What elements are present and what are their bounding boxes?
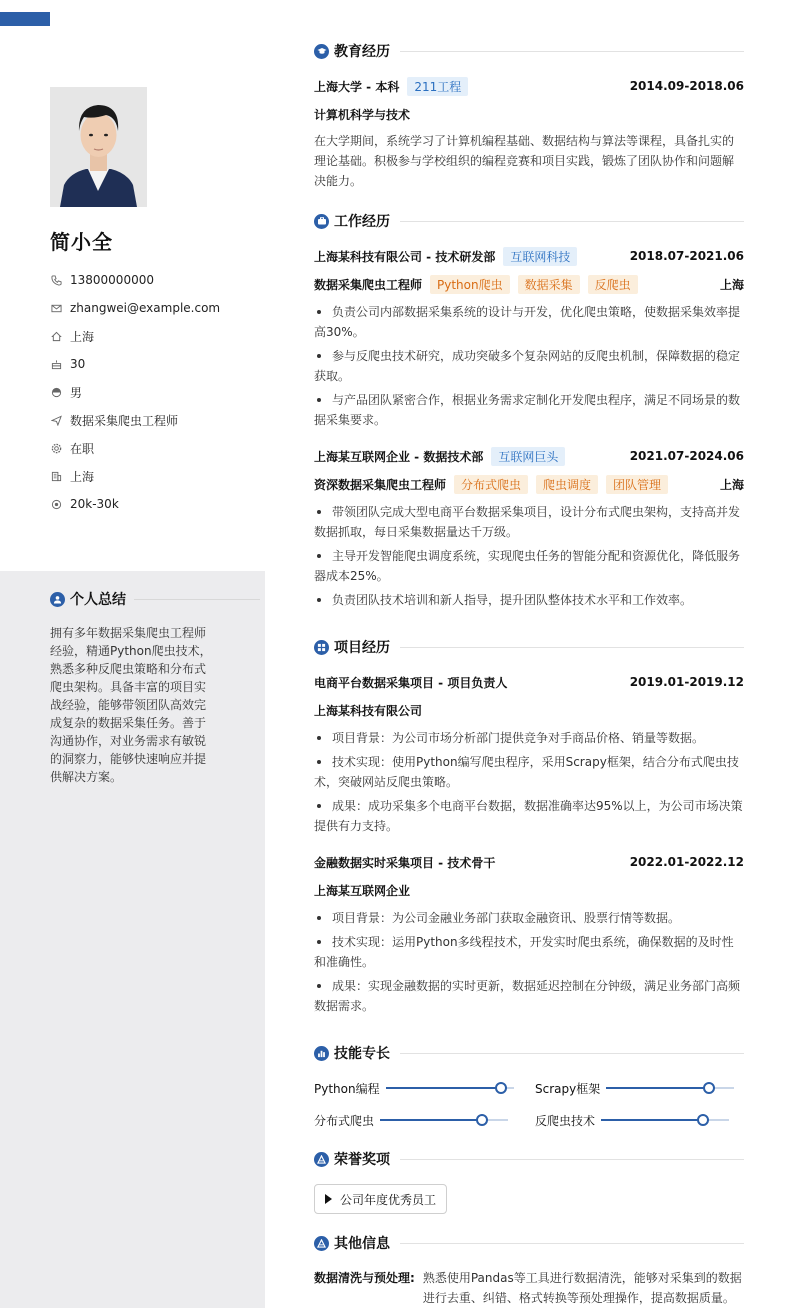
skill-item <box>535 1078 734 1098</box>
job-2-company: 上海某互联网企业 - 数据技术部 <box>314 449 484 464</box>
list-item: 技术实现：运用Python多线程技术，开发实时爬虫系统，确保数据的及时性和准确性。 <box>314 932 744 972</box>
skill-item <box>535 1110 729 1130</box>
job-1-role-row <box>314 274 744 294</box>
job-1-company-tag: 互联网科技 <box>503 247 577 266</box>
location-value: 上海 <box>70 329 95 344</box>
mail-icon <box>50 302 62 314</box>
job-2-role-row <box>314 474 744 494</box>
job-1-tag: Python爬虫 <box>430 275 510 294</box>
info-status <box>50 434 260 462</box>
gender-icon <box>50 386 62 398</box>
project-2-header <box>314 852 744 872</box>
info-target-city <box>50 462 260 490</box>
skill-item <box>314 1078 514 1098</box>
skill-name: 反爬虫技术 <box>535 1113 596 1128</box>
skill-fill <box>380 1119 482 1121</box>
job-2-period: 2021.07-2024.06 <box>629 449 744 463</box>
other-info-row <box>314 1268 744 1308</box>
skill-knob <box>495 1082 507 1094</box>
job-2-company-tag: 互联网巨头 <box>491 447 565 466</box>
job-2-bullets <box>314 502 744 614</box>
skill-name: 分布式爬虫 <box>314 1113 375 1128</box>
job-2-tag: 团队管理 <box>606 475 668 494</box>
play-icon <box>325 1194 332 1204</box>
list-item: 技术实现：使用Python编写爬虫程序，采用Scrapy框架，结合分布式爬虫技术，突破网站反爬虫策略。 <box>314 752 744 792</box>
other-key: 数据清洗与预处理: <box>314 1271 415 1285</box>
list-item: 成果：实现金融数据的实时更新，数据延迟控制在分钟级，满足业务部门高频数据需求。 <box>314 976 744 1016</box>
gear-icon <box>50 442 62 454</box>
award-name: 公司年度优秀员工 <box>340 1192 437 1207</box>
divider <box>400 221 744 222</box>
list-item: 项目背景：为公司金融业务部门获取金融资讯、股票行情等数据。 <box>314 908 744 928</box>
job-2-tag: 分布式爬虫 <box>454 475 528 494</box>
job-1-period: 2018.07-2021.06 <box>629 249 744 263</box>
major: 计算机科学与技术 <box>314 107 411 122</box>
coin-icon <box>50 498 62 510</box>
skill-bar <box>606 1087 734 1089</box>
home-icon <box>50 330 62 342</box>
info-position <box>50 406 260 434</box>
job-1-bullets <box>314 302 744 434</box>
divider <box>400 1243 744 1244</box>
list-item: 成果：成功采集多个电商平台数据，数据准确率达95%以上，为公司市场决策提供有力支持。 <box>314 796 744 836</box>
education-major-row <box>314 104 744 124</box>
divider <box>400 647 744 648</box>
job-1-company: 上海某科技有限公司 - 技术研发部 <box>314 249 496 264</box>
list-item: 负责团队技术培训和新人指导，提升团队整体技术水平和工作效率。 <box>314 590 744 610</box>
education-period: 2014.09-2018.06 <box>629 79 744 93</box>
skill-bar <box>386 1087 514 1089</box>
project-1-name: 电商平台数据采集项目 - 项目负责人 <box>314 675 508 690</box>
list-item: 参与反爬虫技术研究，成功突破多个复杂网站的反爬虫机制，保障数据的稳定获取。 <box>314 346 744 386</box>
skill-fill <box>386 1087 501 1089</box>
send-icon <box>50 414 62 426</box>
user-icon <box>50 592 65 607</box>
project-1-org: 上海某科技有限公司 <box>314 703 423 718</box>
skill-item <box>314 1110 508 1130</box>
work-title: 工作经历 <box>334 214 390 230</box>
skill-fill <box>601 1119 703 1121</box>
skill-bar <box>601 1119 729 1121</box>
job-2-header <box>314 446 744 466</box>
status-value: 在职 <box>70 441 95 456</box>
job-1-city: 上海 <box>719 277 744 292</box>
job-1-tag: 反爬虫 <box>588 275 638 294</box>
avatar-portrait-icon <box>50 87 147 207</box>
info-salary <box>50 490 260 518</box>
skill-bar <box>380 1119 508 1121</box>
other-value: 熟悉使用Pandas等工具进行数据清洗，能够对采集到的数据进行去重、纠错、格式转换等预处理操作，提高数据质量。 <box>422 1271 742 1305</box>
skills-title: 技能专长 <box>334 1046 390 1062</box>
job-2-role: 资深数据采集爬虫工程师 <box>314 477 447 492</box>
education-title: 教育经历 <box>334 44 390 60</box>
projects-section-title <box>314 637 744 657</box>
contact-info <box>50 266 260 518</box>
skill-knob <box>476 1114 488 1126</box>
accent-bar <box>0 12 50 26</box>
briefcase-icon <box>314 214 329 229</box>
position-value: 数据采集爬虫工程师 <box>70 413 179 428</box>
list-item: 带领团队完成大型电商平台数据采集项目，设计分布式爬虫架构，支持高并发数据抓取，每日采集数据量达千万级。 <box>314 502 744 542</box>
phone-icon <box>50 274 62 286</box>
info-location <box>50 322 260 350</box>
bar-chart-icon <box>314 1046 329 1061</box>
work-section-title <box>314 211 744 231</box>
job-1-header <box>314 246 744 266</box>
school-name: 上海大学 - 本科 <box>314 79 400 94</box>
project-2-org-row <box>314 880 744 900</box>
award-chip <box>314 1184 447 1214</box>
skills-section-title <box>314 1043 744 1063</box>
building-icon <box>50 470 62 482</box>
award-icon <box>314 1152 329 1167</box>
skill-fill <box>606 1087 708 1089</box>
candidate-name: 简小全 <box>50 230 113 254</box>
projects-title: 项目经历 <box>334 640 390 656</box>
list-item: 与产品团队紧密合作，根据业务需求定制化开发爬虫程序，满足不同场景的数据采集要求。 <box>314 390 744 430</box>
info-email <box>50 294 260 322</box>
target-city-value: 上海 <box>70 469 95 484</box>
age-value: 30 <box>70 357 86 371</box>
school-tag: 211工程 <box>407 77 468 96</box>
other-section-title <box>314 1233 744 1253</box>
education-header <box>314 76 744 96</box>
job-2-city: 上海 <box>719 477 744 492</box>
summary-section-title <box>50 589 260 609</box>
project-2-bullets <box>314 908 744 1020</box>
email-value: zhangwei@example.com <box>70 301 221 315</box>
gender-value: 男 <box>70 385 83 400</box>
education-section-title <box>314 41 744 61</box>
awards-section-title <box>314 1149 744 1169</box>
skill-name: Scrapy框架 <box>535 1081 601 1096</box>
info-gender <box>50 378 260 406</box>
project-2-name: 金融数据实时采集项目 - 技术骨干 <box>314 855 496 870</box>
skill-name: Python编程 <box>314 1081 380 1096</box>
graduation-cap-icon <box>314 44 329 59</box>
project-1-bullets <box>314 728 744 840</box>
awards-title: 荣誉奖项 <box>334 1152 390 1168</box>
phone-value: 13800000000 <box>70 273 154 287</box>
cake-icon <box>50 358 62 370</box>
avatar <box>50 87 147 207</box>
project-2-org: 上海某互联网企业 <box>314 883 411 898</box>
divider <box>400 1159 744 1160</box>
list-item: 负责公司内部数据采集系统的设计与开发，优化爬虫策略，使数据采集效率提高30%。 <box>314 302 744 342</box>
other-title: 其他信息 <box>334 1236 390 1252</box>
divider <box>400 51 744 52</box>
summary-text: 拥有多年数据采集爬虫工程师经验，精通Python爬虫技术，熟悉多种反爬虫策略和分布式爬虫架构。具备丰富的项目实战经验，能够带领团队高效完成复杂的数据采集任务。善于沟通协作，对业务需求有敏锐的洞察力，能够快速响应并提供解决方案。 <box>50 626 212 784</box>
job-1-role: 数据采集爬虫工程师 <box>314 277 423 292</box>
info-age <box>50 350 260 378</box>
divider <box>400 1053 744 1054</box>
info-icon <box>314 1236 329 1251</box>
skill-knob <box>697 1114 709 1126</box>
salary-value: 20k-30k <box>70 497 119 511</box>
divider <box>134 599 260 600</box>
job-2-tag: 爬虫调度 <box>536 475 598 494</box>
education-description: 在大学期间，系统学习了计算机编程基础、数据结构与算法等课程，具备扎实的理论基础。积极参与学校组织的编程竞赛和项目实践，锻炼了团队协作和问题解决能力。 <box>314 134 735 188</box>
job-1-tag: 数据采集 <box>518 275 580 294</box>
summary-title: 个人总结 <box>70 592 126 608</box>
project-2-period: 2022.01-2022.12 <box>629 855 744 869</box>
grid-icon <box>314 640 329 655</box>
project-1-org-row <box>314 700 744 720</box>
list-item: 项目背景：为公司市场分析部门提供竞争对手商品价格、销量等数据。 <box>314 728 744 748</box>
project-1-header <box>314 672 744 692</box>
list-item: 主导开发智能爬虫调度系统，实现爬虫任务的智能分配和资源优化，降低服务器成本25%。 <box>314 546 744 586</box>
project-1-period: 2019.01-2019.12 <box>629 675 744 689</box>
skill-knob <box>703 1082 715 1094</box>
info-phone <box>50 266 260 294</box>
